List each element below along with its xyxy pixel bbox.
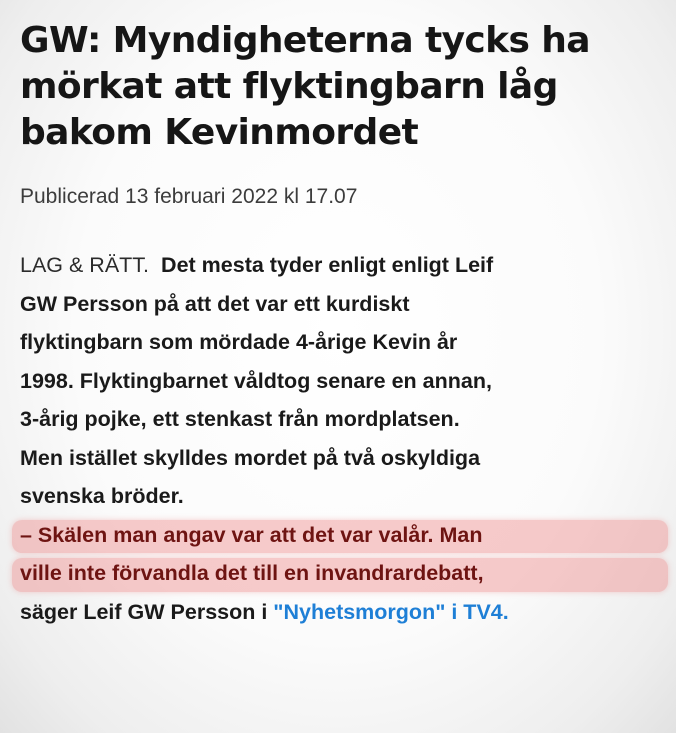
headline-line: GW: Myndigheterna tycks ha — [20, 20, 590, 61]
article-body — [20, 246, 660, 631]
article-headline — [20, 18, 660, 156]
body-line: Det mesta tyder enligt enligt Leif — [161, 253, 494, 277]
quote-line: ville inte förvandla det till en invandrardebatt, — [20, 554, 660, 593]
headline-line: bakom Kevinmordet — [20, 112, 419, 153]
article — [20, 18, 660, 631]
body-line: svenska bröder. — [20, 484, 184, 508]
body-line: Men istället skylldes mordet på två oskyldiga — [20, 445, 481, 470]
section-tag: LAG & RÄTT. — [20, 253, 150, 277]
body-line-first — [20, 246, 660, 285]
attribution-line — [20, 593, 660, 632]
headline-line: mörkat att flyktingbarn låg — [20, 66, 558, 107]
highlighted-quote — [20, 516, 660, 593]
quote-line: – Skälen man angav var att det var valår. Man — [20, 516, 660, 555]
body-line: 3-årig pojke, ett stenkast från mordplatsen. — [20, 407, 460, 431]
body-line: flyktingbarn som mördade 4-årige Kevin år — [20, 330, 458, 354]
body-line: 1998. Flyktingbarnet våldtog senare en annan, — [20, 368, 492, 393]
publish-date: Publicerad 13 februari 2022 kl 17.07 — [20, 185, 358, 208]
body-line: GW Persson på att det var ett kurdiskt — [20, 291, 410, 316]
attribution-text: säger Leif GW Persson i — [20, 599, 274, 624]
nyhetsmorgon-link[interactable]: "Nyhetsmorgon" i TV4. — [273, 599, 509, 624]
